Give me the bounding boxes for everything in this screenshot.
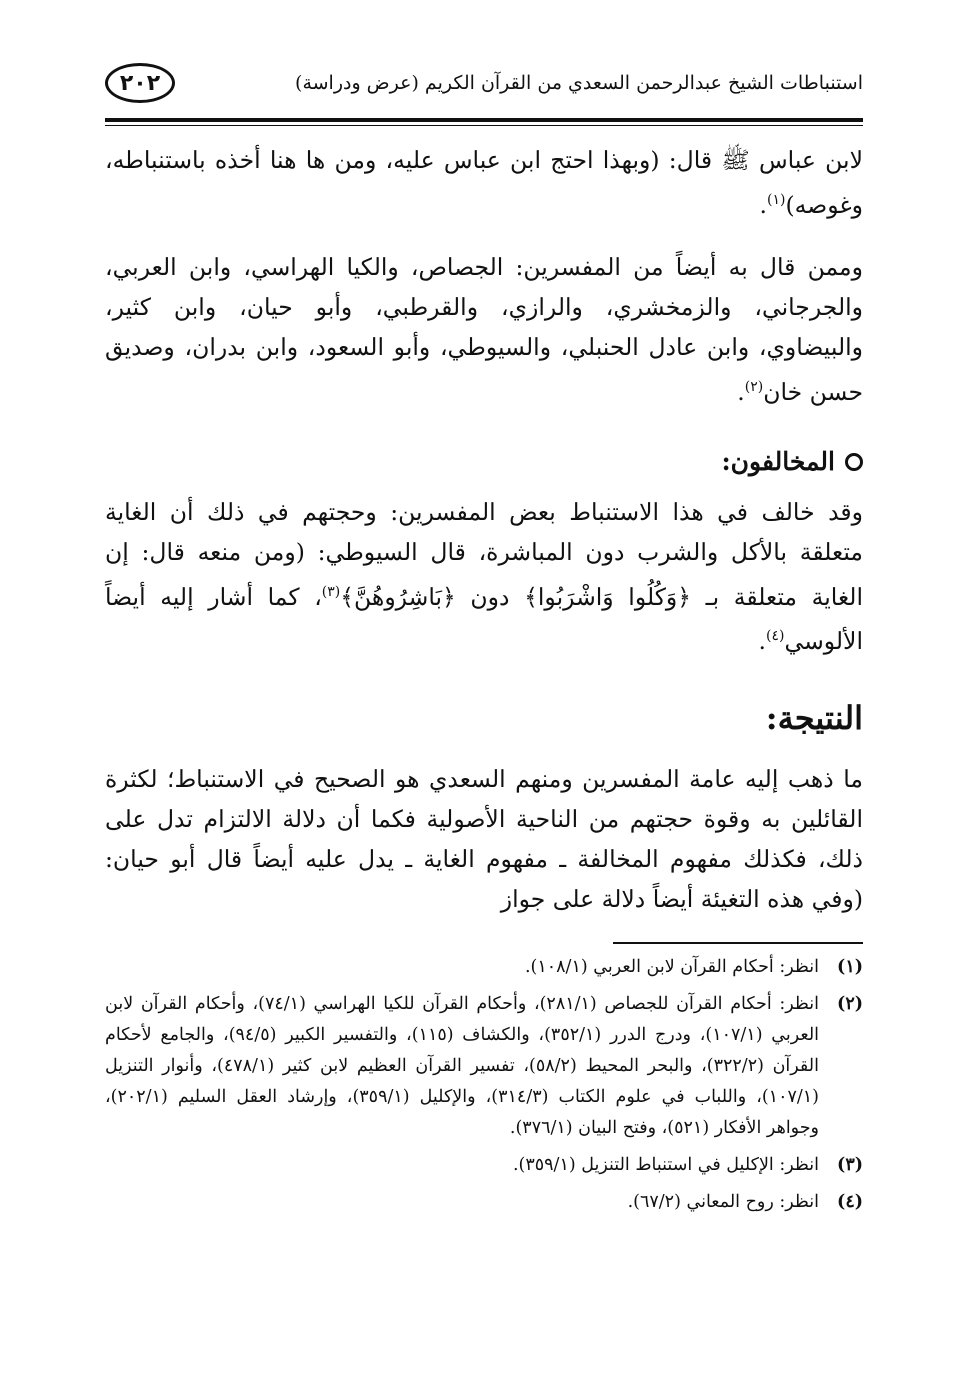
footnote-text: انظر: أحكام القرآن للجصاص (٢٨١/١)، وأحكام القرآن للكيا الهراسي (٧٤/١)، وأحكام القرآن لابن العربي (١٠٧/١)، ودرج الدرر (٣٥٢/١)، والكشاف (١١٥)، والتفسير الكبير (٩٤/٥)، والجامع لأحكام القرآن (٣٢٢/٢)، والبحر المحيط (٥٨/٢)، تفسير القرآن العظيم لابن كثير (٤٧٨/١)، وأنوار التنزيل (١٠٧/١)، واللباب في علوم الكتاب (٣١٤/٣)، والإكليل (٣٥٩/١)، وإرشاد العقل السليم (٢٠٢/١)، وجواهر الأفكار (٥٢١)، وفتح البيان (٣٧٦/١). (105, 994, 820, 1138)
circle-bullet-icon (845, 453, 863, 471)
header-rule-thin (105, 125, 863, 126)
paragraph-1-text: لابن عباس ﷺ قال: (وبهذا احتج ابن عباس عليه، ومن ها هنا أخذه باستنباطه، وغوصه) (105, 146, 863, 219)
footnote-item (105, 989, 863, 1144)
opponents-heading (105, 442, 863, 482)
paragraph-3-text-b: ، كما أشار إليه أيضاً الألوسي (105, 582, 863, 656)
footnote-item (105, 1150, 863, 1181)
paragraph-4 (105, 759, 863, 919)
footnote-item (105, 952, 863, 983)
paragraph-3-text-a: وقد خالف في هذا الاستنباط بعض المفسرين: وحجتهم في ذلك أن الغاية متعلقة بالأكل والشرب دون المباشرة، قال السيوطي: (ومن منعه قال: إن الغاية متعلقة بـ ﴿وَكُلُوا وَاشْرَبُوا﴾ دون ﴿بَاشِرُوهُنَّ﴾ (105, 497, 863, 611)
paragraph-1: لابن عباس ﷺ قال: (وبهذا احتج ابن عباس عليه، ومن ها هنا أخذه باستنباطه، وغوصه)$^{(١)}$. (105, 146, 863, 219)
opponents-heading-text: المخالفون: (721, 447, 835, 477)
paragraph-2: وممن قال به أيضاً من المفسرين: الجصاص، والكيا الهراسي، وابن العربي، والجرجاني، والزمخشري، والرازي، والقرطبي، وأبو حيان، وابن كثير، والبيضاوي، وابن عادل الحنبلي، والسيوطي، وأبو السعود، وابن بدران، وصديق حسن خان$^{(٢)}$. (105, 252, 863, 406)
footnote-item (105, 1187, 863, 1218)
footnote-number: (٤) (837, 1192, 863, 1212)
footnote-separator (613, 942, 863, 944)
footnote-text: انظر: أحكام القرآن لابن العربي (١٠٨/١). (524, 957, 819, 977)
footnote-number: (٣) (837, 1155, 863, 1175)
header-rule-thick (105, 118, 863, 122)
page-header (105, 58, 863, 108)
paragraph-2-text: وممن قال به أيضاً من المفسرين: الجصاص، والكيا الهراسي، وابن العربي، والجرجاني، والزمخشري، والرازي، والقرطبي، وأبو حيان، وابن كثير، والبيضاوي، وابن عادل الحنبلي، والسيوطي، وأبو السعود، وابن بدران، وصديق حسن خان (105, 252, 863, 406)
footnotes-section (105, 952, 863, 1224)
document-page (105, 58, 863, 1212)
footnote-number: (٢) (837, 994, 863, 1014)
footnote-text: انظر: روح المعاني (٦٧/٢). (627, 1192, 819, 1212)
footnote-ref-1[interactable]: (١) (767, 192, 786, 208)
footnote-text: انظر: الإكليل في استنباط التنزيل (٣٥٩/١). (512, 1155, 819, 1175)
running-title: استنباطات الشيخ عبدالرحمن السعدي من القرآن الكريم (عرض ودراسة) (295, 72, 863, 94)
paragraph-3: وقد خالف في هذا الاستنباط بعض المفسرين: وحجتهم في ذلك أن الغاية متعلقة بالأكل والشرب دون المباشرة، قال السيوطي: (ومن منعه قال: إن الغاية متعلقة بـ ﴿وَكُلُوا وَاشْرَبُوا﴾ دون ﴿بَاشِرُوهُنَّ﴾$^{(٣)}$، كما أشار إليه أيضاً الألوسي$^{(٤)}$. (105, 497, 863, 656)
footnote-ref-3[interactable]: (٣) (321, 583, 341, 600)
page-number-badge: ٢٠٢ (105, 63, 175, 103)
paragraph-4-text: ما ذهب إليه عامة المفسرين ومنهم السعدي هو الصحيح في الاستنباط؛ لكثرة القائلين به وقوة حجتهم من الناحية الأصولية فكما أن دلالة الالتزام تدل على ذلك، فكذلك مفهوم المخالفة ـ مفهوم الغاية ـ يدل عليه أيضاً قال أبو حيان: (وفي هذه التغيئة أيضاً دلالة على جواز (105, 765, 863, 914)
result-heading: النتيجة: (765, 699, 863, 738)
main-content (105, 140, 863, 919)
footnote-ref-2[interactable]: (٢) (744, 378, 764, 395)
footnote-number: (١) (837, 957, 863, 977)
footnote-ref-4[interactable]: (٤) (766, 628, 785, 645)
